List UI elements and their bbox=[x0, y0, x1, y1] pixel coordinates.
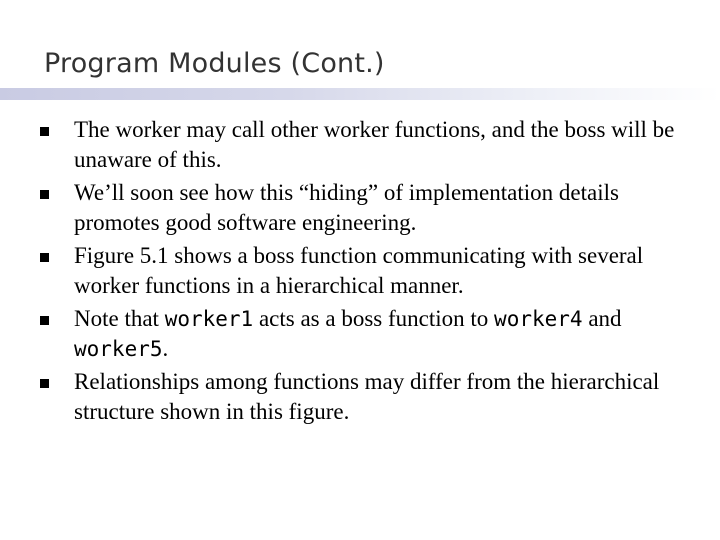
title-underline-bar bbox=[0, 88, 720, 100]
square-bullet-icon bbox=[40, 190, 49, 199]
square-bullet-icon bbox=[40, 379, 49, 388]
square-bullet-icon bbox=[40, 127, 49, 136]
bullet-text: The worker may call other worker functions, and the boss will be unaware of this. bbox=[74, 117, 675, 172]
slide-title: Program Modules (Cont.) bbox=[44, 48, 385, 79]
code-worker4: worker4 bbox=[494, 307, 583, 331]
bullet-item bbox=[0, 304, 720, 364]
code-worker5: worker5 bbox=[74, 337, 163, 361]
bullet-item bbox=[0, 367, 720, 427]
bullet-text-part: acts as a boss function to bbox=[253, 306, 495, 331]
bullet-item bbox=[0, 115, 720, 175]
bullet-text-part: . bbox=[162, 336, 169, 361]
bullet-text: We’ll soon see how this “hiding” of implementation details promotes good software engineering. bbox=[74, 180, 619, 235]
bullet-item bbox=[0, 241, 720, 301]
bullet-text-part: and bbox=[582, 306, 622, 331]
bullet-list bbox=[0, 115, 720, 430]
bullet-text: Relationships among functions may differ from the hierarchical structure shown in this figure. bbox=[74, 369, 660, 424]
code-worker1: worker1 bbox=[164, 307, 254, 331]
bullet-text-part: Note that bbox=[74, 306, 165, 331]
square-bullet-icon bbox=[40, 253, 49, 262]
bullet-item bbox=[0, 178, 720, 238]
bullet-text: Figure 5.1 shows a boss function communicating with several worker functions in a hierarchical manner. bbox=[74, 243, 644, 298]
square-bullet-icon bbox=[40, 316, 49, 325]
